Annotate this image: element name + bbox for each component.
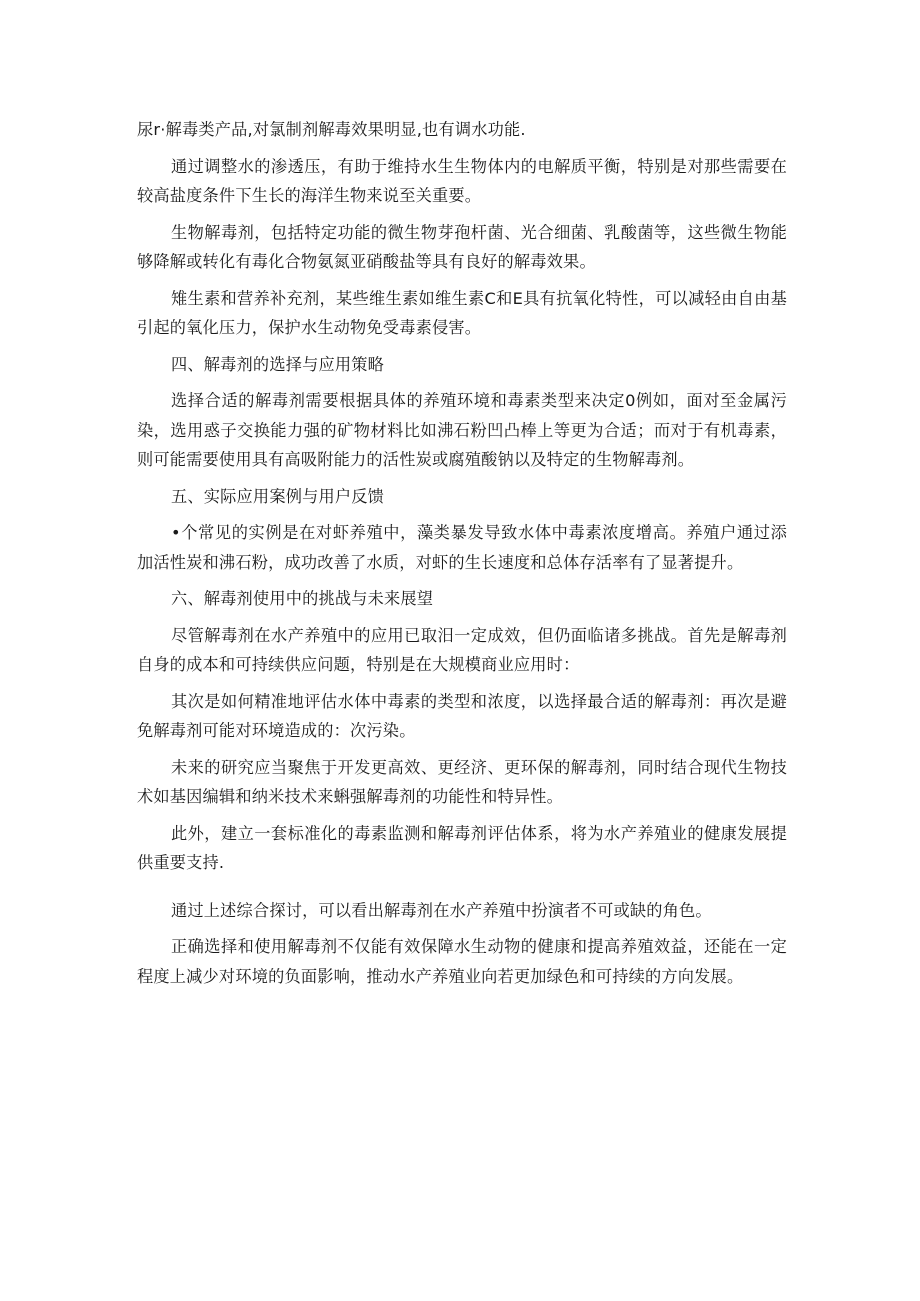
paragraph-selection: 选择合适的解毒剂需要根据具体的养殖环境和毒素类型来决定0例如，面对至金属污染，选用惑子交换能力强的矿物材料比如沸石粉凹凸棒上等更为合适；而对于有机毒素，则可能需要使用具有高吸附能力的活性炭或腐殖酸钠以及特定的生物解毒剂。 <box>137 391 787 469</box>
paragraph-bio-detox: 生物解毒剂，包括特定功能的微生物芽孢杆菌、光合细菌、乳酸菌等，这些微生物能够降解或转化有毒化合物氨氮亚硝酸盐等具有良好的解毒效果。 <box>137 222 787 271</box>
section-heading-6: 六、解毒剂使用中的挑战与未来展望 <box>171 589 434 608</box>
paragraph-standards: 此外，建立一套标准化的毒素监测和解毒剂评估体系，将为水产养殖业的健康发展提供重要支持. <box>137 823 787 872</box>
paragraph-evaluation: 其次是如何精准地评估水体中毒素的类型和浓度，以选择最合适的解毒剂：再次是避免解毒剂可能对环境造成的：次污染。 <box>137 691 787 740</box>
paragraph-vitamins: 雉生素和营养补充剂，某些维生素如维生素C和E具有抗氧化特性，可以减轻由自由基引起的氧化压力，保护水生动物免受毒素侵害。 <box>137 288 787 337</box>
paragraph-conclusion: 正确选择和使用解毒剂不仅能有效保障水生动物的健康和提高养殖效益，还能在一定程度上减少对环境的负面影响，推动水产养殖业向若更加绿色和可持续的方向发展。 <box>137 937 787 986</box>
section-heading-5: 五、实际应用案例与用户反馈 <box>171 486 385 506</box>
document-body <box>137 115 787 998</box>
paragraph-case: •个常见的实例是在对虾养殖中，藻类暴发导致水体中毒素浓度增高。养殖户通过添加活性炭和沸石粉，成功改善了水质，对虾的生长速度和总体存活率有了显著提升。 <box>137 523 787 572</box>
section-heading-4: 四、解毒剂的选择与应用策略 <box>171 354 385 374</box>
paragraph-future: 未来的研究应当聚焦于开发更高效、更经济、更环保的解毒剂，同时结合现代生物技术如基因编辑和纳米技术来蝌强解毒剂的功能性和特异性。 <box>137 757 787 806</box>
paragraph-osmotic: 通过调整水的渗透压，有助于维持水生生物体内的电解质平衡，特别是对那些需要在较高盐度条件下生长的海洋生物来说至关重要。 <box>137 156 787 205</box>
paragraph-summary: 通过上述综合探讨，可以看出解毒剂在水产养殖中扮演者不可或缺的角色。 <box>171 900 712 920</box>
paragraph-intro: 尿r·解毒类产品,对氯制剂解毒效果明显,也有调水功能. <box>137 120 526 139</box>
paragraph-challenges: 尽管解毒剂在水产养殖中的应用已取汨一定成效，但仍面临诸多挑战。首先是解毒剂自身的成本和可持续供应问题，特别是在大规模商业应用时： <box>137 625 787 674</box>
